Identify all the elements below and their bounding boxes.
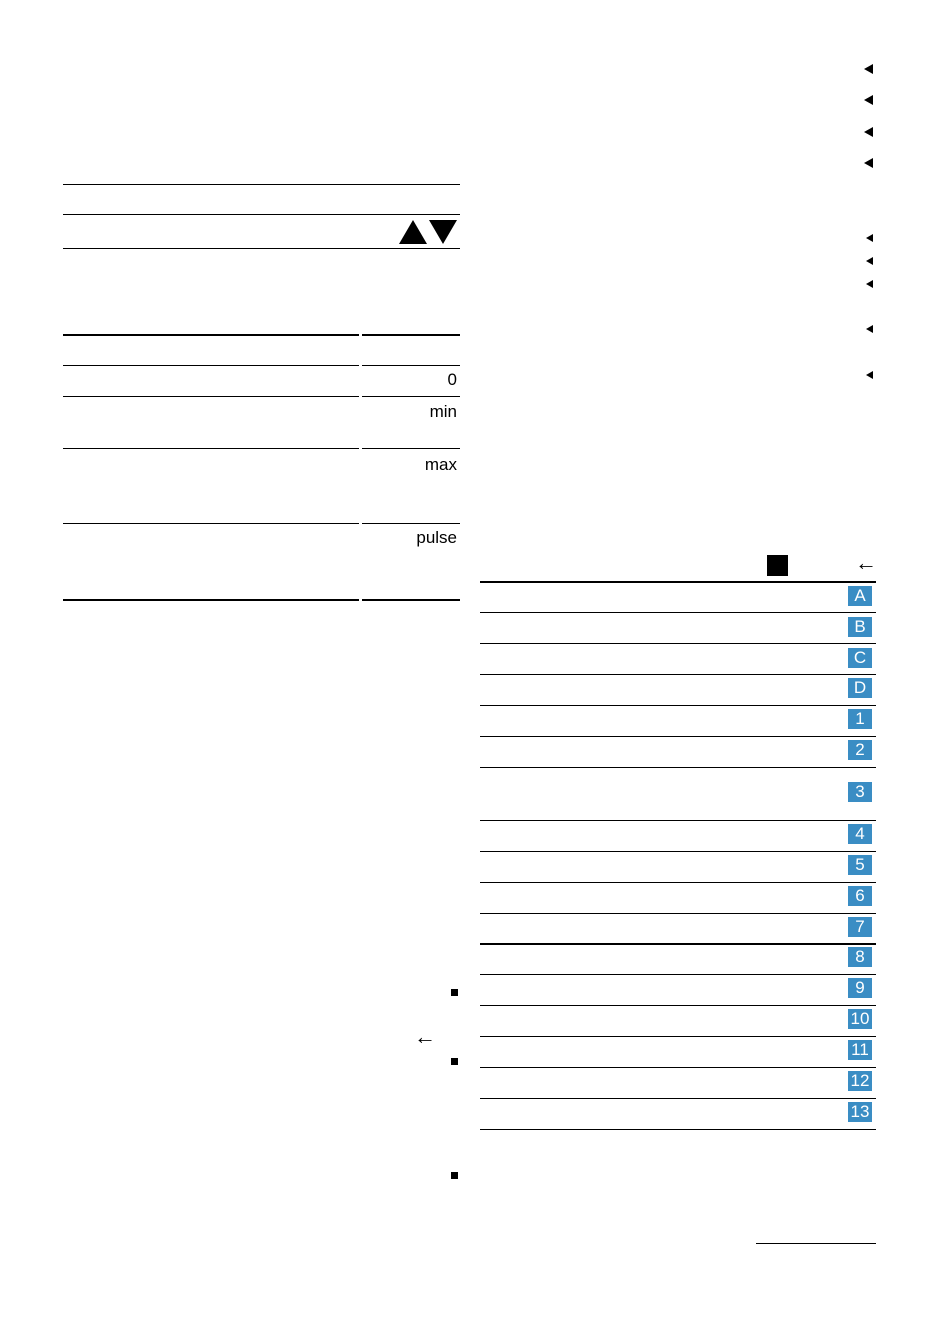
pointer-small-icon: [866, 257, 873, 265]
badge-12: 12: [848, 1071, 872, 1091]
badge-11: 11: [848, 1040, 872, 1060]
pointer-icon: [864, 158, 873, 168]
value-pulse: pulse: [416, 528, 457, 547]
legend-row: [480, 914, 876, 943]
pointer-small-icon: [866, 280, 873, 288]
up-down-arrows-icon: [398, 218, 458, 246]
pointer-icon: [864, 95, 873, 105]
footer-rule: [756, 1243, 876, 1244]
legend-row: [480, 883, 876, 913]
legend-row: [480, 1068, 876, 1098]
pointer-icon: [864, 64, 873, 74]
badge-3: 3: [848, 782, 872, 802]
legend-row: [480, 675, 876, 705]
badge-1: 1: [848, 709, 872, 729]
value-min: min: [429, 402, 457, 421]
legend-row: [480, 852, 876, 882]
badge-B: B: [848, 617, 872, 637]
badge-D: D: [848, 678, 872, 698]
bullet-square-icon: [451, 989, 458, 996]
badge-10: 10: [848, 1009, 872, 1029]
legend-row: [480, 1099, 876, 1129]
bullet-square-icon: [451, 1172, 458, 1179]
pointer-icon: [864, 127, 873, 137]
legend-row: [480, 706, 876, 736]
legend-row: [480, 945, 876, 974]
legend-row: [480, 737, 876, 767]
badge-A: A: [848, 586, 872, 606]
bullet-square-icon: [451, 1058, 458, 1065]
black-square-icon: [767, 555, 788, 576]
pointer-small-icon: [866, 371, 873, 379]
legend-row: [480, 975, 876, 1005]
pointer-small-icon: [866, 325, 873, 333]
badge-2: 2: [848, 740, 872, 760]
badge-13: 13: [848, 1102, 872, 1122]
value-max: max: [424, 455, 457, 474]
legend-row: [480, 582, 876, 612]
badge-5: 5: [848, 855, 872, 875]
badge-8: 8: [848, 947, 872, 967]
badge-6: 6: [848, 886, 872, 906]
arrow-left-icon: ←: [855, 550, 877, 575]
legend-row: [480, 1037, 876, 1067]
badge-7: 7: [848, 917, 872, 937]
legend-row: [480, 768, 876, 820]
badge-4: 4: [848, 824, 872, 844]
legend-row: [480, 644, 876, 674]
legend-row: [480, 613, 876, 643]
pointer-small-icon: [866, 234, 873, 242]
badge-9: 9: [848, 978, 872, 998]
legend-row: [480, 821, 876, 851]
badge-C: C: [848, 648, 872, 668]
arrow-left-icon: ←: [414, 1024, 436, 1049]
value-zero: 0: [447, 370, 457, 389]
legend-row: [480, 1006, 876, 1036]
